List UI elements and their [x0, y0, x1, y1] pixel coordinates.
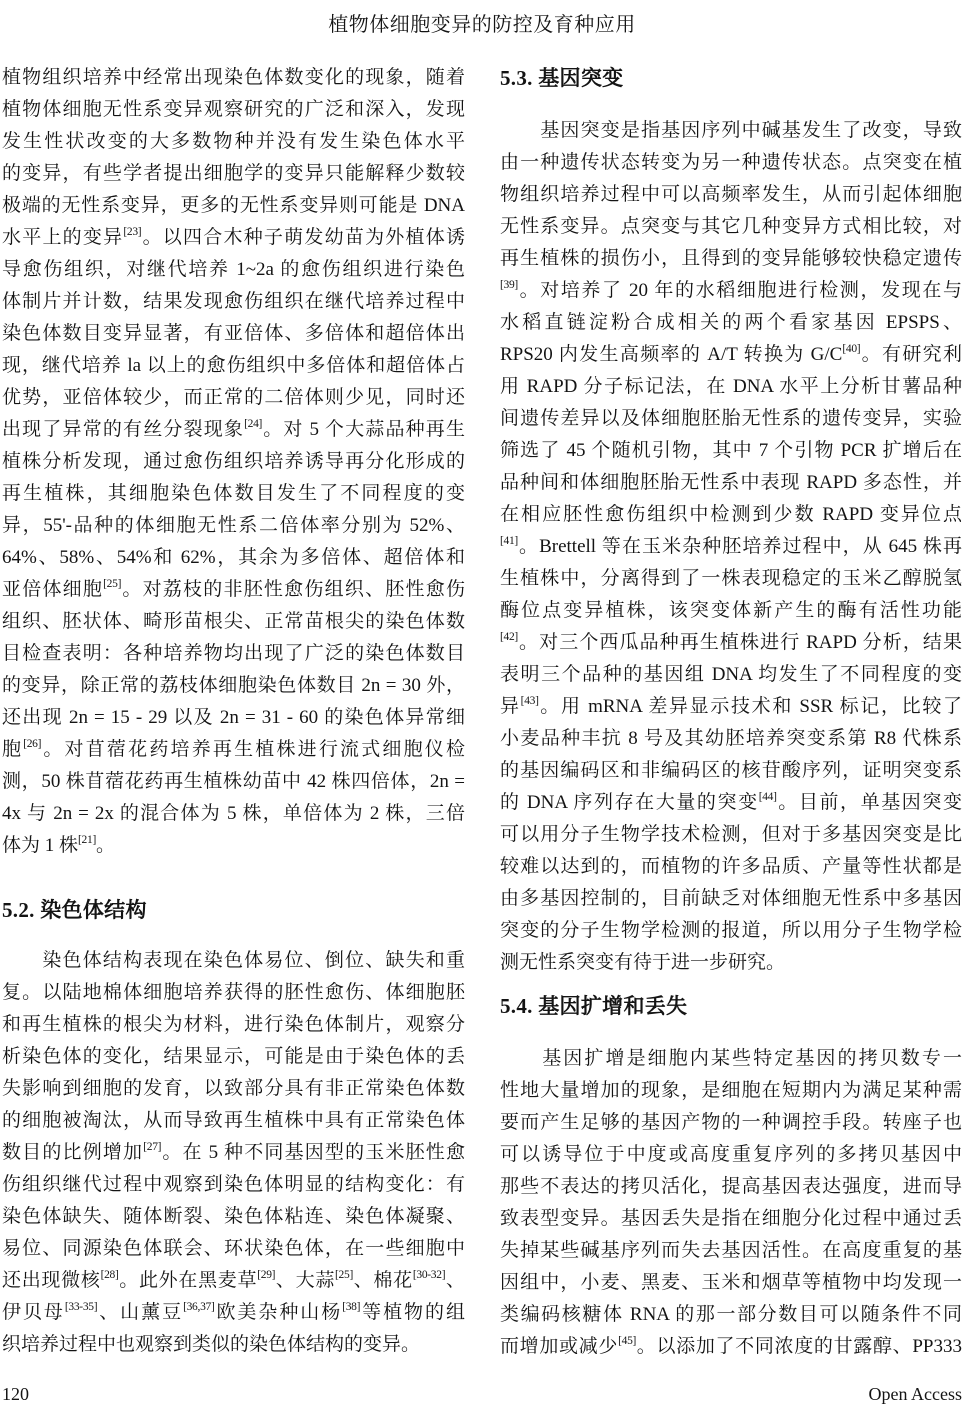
reference-superscript: [30-32]	[412, 1268, 446, 1281]
text-line: 优势，亚倍体较少，而正常的二倍体则少见，同时还	[2, 387, 465, 408]
text-line: 亚倍体细胞[25]。对荔枝的非胚性愈伤组织、胚性愈伤	[2, 577, 465, 600]
text-line: 体制片并计数，结果发现愈伤组织在继代培养过程中	[2, 291, 465, 312]
text-line: 水平上的变异[23]。以四合木种子萌发幼苗为外植体诱	[2, 225, 465, 248]
reference-superscript: [43]	[520, 694, 539, 707]
text-line: 水稻直链淀粉合成相关的两个看家基因 EPSPS、	[500, 312, 962, 333]
reference-superscript: [45]	[618, 1334, 637, 1347]
reference-superscript: [44]	[758, 790, 777, 803]
reference-superscript: [23]	[123, 225, 142, 238]
section-heading-5-2: 5.2. 染色体结构	[2, 898, 147, 922]
text-line: 类编码核糖体 RNA 的那一部分数目可以随条件不同	[500, 1304, 962, 1325]
reference-superscript: [33-35]	[64, 1300, 98, 1313]
text-line: 植株分析发现，通过愈伤组织培养诱导再分化形成的	[2, 451, 465, 472]
text-line: 复。以陆地棉体细胞培养获得的胚性愈伤、体细胞胚	[2, 982, 465, 1003]
section-heading-5-4: 5.4. 基因扩增和丢失	[500, 994, 688, 1018]
text-line: 织培养过程中也观察到类似的染色体结构的变异。	[2, 1334, 421, 1355]
text-line: 植物体细胞无性系变异观察研究的广泛和深入，发现	[2, 99, 465, 120]
paragraph-gene-mutation	[500, 115, 962, 979]
text-line: 极端的无性系变异，更多的无性系变异则可能是 DNA	[2, 195, 465, 216]
reference-superscript: [40]	[842, 342, 861, 355]
reference-superscript: [25]	[335, 1268, 353, 1281]
text-line: 那些不表达的拷贝活化，提高基因表达强度，进而导	[500, 1176, 962, 1197]
reference-superscript: [36,37]	[183, 1300, 215, 1313]
reference-superscript: [28]	[100, 1268, 119, 1281]
right-column	[500, 65, 962, 1363]
text-line: 用 RAPD 分子标记法，在 DNA 水平上分析甘薯品种	[500, 376, 962, 397]
text-line: 的 DNA 序列存在大量的突变[44]。目前，单基因突变	[500, 790, 962, 813]
text-line: 的变异，除正常的荔枝体细胞染色体数目 2n = 30 外，	[2, 675, 465, 696]
text-line: 失掉某些碱基序列而失去基因活性。在高度重复的基	[500, 1240, 962, 1261]
reference-superscript: [38]	[342, 1300, 361, 1313]
text-line: 基因突变是指基因序列中碱基发生了改变，导致	[500, 120, 962, 141]
text-line: 可以诱导位于中度或高度重复序列的多拷贝基因中	[500, 1144, 962, 1165]
page-header	[0, 8, 964, 37]
open-access-label: Open Access	[868, 1384, 962, 1404]
text-line: 染色体数目变异显著，有亚倍体、多倍体和超倍体出	[2, 323, 465, 344]
text-line: 较难以达到的，而植物的许多品质、产量等性状都是	[500, 856, 962, 877]
text-line: 测无性系突变有待于进一步研究。	[500, 952, 786, 973]
text-line: 出现了异常的有丝分裂现象[24]。对 5 个大蒜品种再生	[2, 417, 465, 440]
text-line: [42]。对三个西瓜品种再生植株进行 RAPD 分析，结果	[500, 630, 962, 653]
text-line: 异[43]。用 mRNA 差异显示技术和 SSR 标记，比较了	[500, 694, 962, 717]
reference-superscript: [24]	[244, 417, 263, 430]
text-line: 数目的比例增加[27]。在 5 种不同基因型的玉米胚性愈	[2, 1140, 465, 1163]
text-line: 染色体结构表现在染色体易位、倒位、缺失和重	[2, 950, 465, 971]
text-line: 现，继代培养 la 以上的愈伤组织中多倍体和超倍体占	[2, 355, 465, 376]
text-line: [39]。对培养了 20 年的水稻细胞进行检测，发现在与	[500, 278, 962, 301]
reference-superscript: [25]	[103, 577, 122, 590]
page-footer	[2, 1384, 962, 1405]
text-line: 无性系变异。点突变与其它几种变异方式相比较，对	[500, 216, 962, 237]
text-line: 致表型变异。基因丢失是指在细胞分化过程中通过丢	[500, 1208, 962, 1229]
reference-superscript: [29]	[257, 1268, 276, 1281]
left-column	[2, 62, 465, 1361]
text-line: 析染色体的变化，结果显示，可能是由于染色体的丢	[2, 1046, 465, 1067]
text-line: 品种间和体细胞胚胎无性系中表现 RAPD 多态性，并	[500, 472, 962, 493]
text-line: 失影响到细胞的发育，以致部分具有非正常染色体数	[2, 1078, 465, 1099]
text-line: 因组中，小麦、黑麦、玉米和烟草等植物中均发现一	[500, 1272, 962, 1293]
text-line: 染色体缺失、随体断裂、染色体粘连、染色体凝聚、	[2, 1206, 465, 1227]
text-line: 再生植株的损伤小，且得到的变异能够较快稳定遗传	[500, 248, 962, 269]
text-line: 小麦品种丰抗 8 号及其幼胚培养突变系第 R8 代株系	[500, 728, 962, 749]
text-line: 间遗传差异以及体细胞胚胎无性系的遗传变异，实验	[500, 408, 962, 429]
reference-superscript: [42]	[500, 630, 518, 643]
text-line: 要而产生足够的基因产物的一种调控手段。转座子也	[500, 1112, 962, 1133]
text-line: 胞[26]。对苜蓿花药培养再生植株进行流式细胞仪检	[2, 737, 465, 760]
text-line: RPS20 内发生高频率的 A/T 转换为 G/C[40]。有研究利	[500, 342, 962, 365]
text-line: 导愈伤组织，对继代培养 1~2a 的愈伤组织进行染色	[2, 259, 465, 280]
text-line: 目检查表明：各种培养物均出现了广泛的染色体数目	[2, 643, 465, 664]
text-line: 突变的分子生物学检测的报道，所以用分子生物学检	[500, 920, 962, 941]
text-line: 物组织培养过程中可以高频率发生，从而引起体细胞	[500, 184, 962, 205]
text-line: 组织、胚状体、畸形苗根尖、正常苗根尖的染色体数	[2, 611, 465, 632]
text-line: 由多基因控制的，目前缺乏对体细胞无性系中多基因	[500, 888, 962, 909]
text-line: 伊贝母[33-35]、山薰豆[36,37]欧美杂种山杨[38]等植物的组	[2, 1300, 465, 1323]
text-line: 发生性状改变的大多数物种并没有发生染色体水平	[2, 131, 465, 152]
reference-superscript: [39]	[500, 278, 518, 291]
text-line: 易位、同源染色体联会、环状染色体，在一些细胞中	[2, 1238, 465, 1259]
paragraph-gene-amplification-loss	[500, 1043, 962, 1363]
text-line: 4x 与 2n = 2x 的混合体为 5 株，单倍体为 2 株，三倍	[2, 803, 465, 824]
text-line: 生植株中，分离得到了一株表现稳定的玉米乙醇脱氢	[500, 568, 962, 589]
text-line: 表明三个品种的基因组 DNA 均发生了不同程度的变	[500, 664, 962, 685]
text-line: [41]。Brettell 等在玉米杂种胚培养过程中，从 645 株再	[500, 534, 962, 557]
text-line: 而增加或减少[45]。以添加了不同浓度的甘露醇、PP333	[500, 1334, 962, 1357]
section-heading-5-3: 5.3. 基因突变	[500, 66, 624, 90]
text-line: 的变异，有些学者提出细胞学的变异只能解释少数较	[2, 163, 465, 184]
text-line: 筛选了 45 个随机引物，其中 7 个引物 PCR 扩增后在	[500, 440, 962, 461]
text-line: 体为 1 株[21]。	[2, 833, 115, 856]
text-line: 在相应胚性愈伤组织中检测到少数 RAPD 变异位点	[500, 504, 962, 525]
text-line: 伤组织继代过程中观察到染色体明显的结构变化：有	[2, 1174, 465, 1195]
paragraph-chromosome-number	[2, 62, 465, 862]
text-line: 可以用分子生物学技术检测，但对于多基因突变是比	[500, 824, 962, 845]
text-line: 64%、58%、54%和 62%，其余为多倍体、超倍体和	[2, 547, 465, 568]
page-number: 120	[2, 1384, 29, 1404]
reference-superscript: [26]	[23, 737, 42, 750]
text-line: 测，50 株苜蓿花药再生植株幼苗中 42 株四倍体，2n =	[2, 771, 465, 792]
text-line: 植物组织培养中经常出现染色体数变化的现象，随着	[2, 67, 465, 88]
text-line: 的细胞被淘汰，从而导致再生植株中具有正常染色体	[2, 1110, 465, 1131]
text-line: 由一种遗传状态转变为另一种遗传状态。点突变在植	[500, 152, 962, 173]
text-line: 的基因编码区和非编码区的核苷酸序列，证明突变系	[500, 760, 962, 781]
text-line: 还出现 2n = 15 - 29 以及 2n = 31 - 60 的染色体异常细	[2, 707, 465, 728]
text-line: 基因扩增是细胞内某些特定基因的拷贝数专一	[500, 1048, 962, 1069]
text-line: 性地大量增加的现象，是细胞在短期内为满足某种需	[500, 1080, 962, 1101]
reference-superscript: [41]	[500, 534, 518, 547]
running-title: 植物体细胞变异的防控及育种应用	[328, 14, 636, 36]
reference-superscript: [27]	[143, 1140, 162, 1153]
text-line: 异，55'-品种的体细胞无性系二倍体率分别为 52%、	[2, 515, 465, 536]
text-line: 再生植株，其细胞染色体数目发生了不同程度的变	[2, 483, 465, 504]
paragraph-chromosome-structure	[2, 945, 465, 1361]
text-line: 酶位点变异植株，该突变体新产生的酶有活性功能	[500, 600, 962, 621]
text-line: 和再生植株的根尖为材料，进行染色体制片，观察分	[2, 1014, 465, 1035]
reference-superscript: [21]	[78, 833, 96, 846]
text-line: 还出现微核[28]。此外在黑麦草[29]、大蒜[25]、棉花[30-32]、	[2, 1268, 465, 1291]
